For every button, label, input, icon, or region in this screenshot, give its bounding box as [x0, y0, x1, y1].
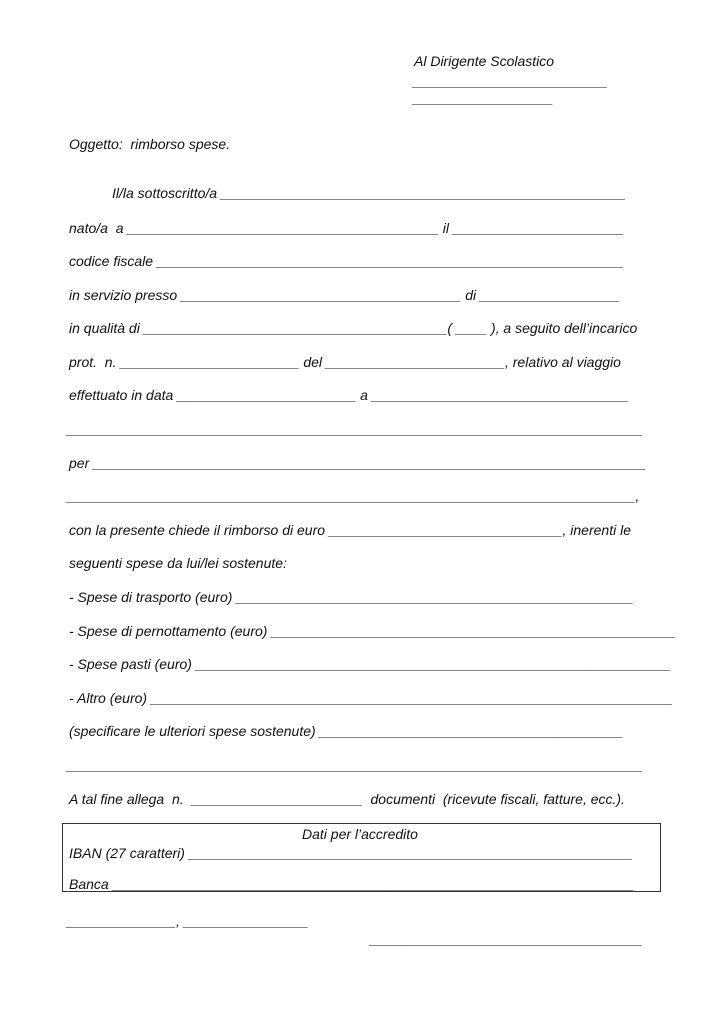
signature-line[interactable]: ___________________________________: [370, 931, 643, 947]
bank-line[interactable]: Banca ___________________________________________________________________: [69, 876, 635, 892]
specify-expenses-line[interactable]: (specificare le ulteriori spese sostenute) _______________________________________: [69, 723, 624, 739]
subject: Oggetto: rimborso spese.: [69, 136, 231, 152]
service-line[interactable]: in servizio presso ____________________________________ di __________________: [69, 287, 621, 303]
attachments-line[interactable]: A tal fine allega n. ______________________ documenti (ricevute fiscali, fatture, ecc.).: [69, 791, 625, 807]
blank-line-3[interactable]: __________________________________________________________________________: [67, 757, 644, 773]
purpose-line[interactable]: per _______________________________________________________________________: [69, 455, 646, 471]
protocol-line[interactable]: prot. n. _______________________ del _______________________, relativo al viaggio: [69, 354, 621, 370]
overnight-expense-line[interactable]: - Spese di pernottamento (euro) ____________________________________________________: [69, 623, 677, 639]
trip-date-line[interactable]: effettuato in data _______________________ a _________________________________: [69, 387, 629, 403]
credit-box-title: Dati per l’accredito: [302, 826, 418, 842]
blank-line-1[interactable]: __________________________________________________________________________: [67, 421, 644, 437]
recipient-title: Al Dirigente Scolastico: [414, 53, 555, 69]
transport-expense-line[interactable]: - Spese di trasporto (euro) ___________________________________________________: [69, 589, 634, 605]
recipient-line-2[interactable]: __________________: [413, 90, 554, 106]
other-expense-line[interactable]: - Altro (euro) ___________________________________________________________________: [69, 690, 673, 706]
iban-line[interactable]: IBAN (27 caratteri) _________________________________________________________: [69, 845, 633, 861]
fiscal-code-line[interactable]: codice fiscale ____________________________________________________________: [69, 253, 625, 269]
meals-expense-line[interactable]: - Spese pasti (euro) _____________________________________________________________: [69, 656, 671, 672]
undersigned-line[interactable]: Il/la sottoscritto/a ____________________________________________________: [112, 185, 626, 201]
blank-line-2[interactable]: _________________________________________________________________________,: [67, 488, 640, 504]
place-date-line[interactable]: ______________, ________________: [67, 913, 309, 929]
role-line[interactable]: in qualità di _______________________________________( ____ ), a seguito dell’incarico: [69, 320, 638, 336]
recipient-line-1[interactable]: _________________________: [413, 73, 608, 89]
expenses-intro: seguenti spese da lui/lei sostenute:: [69, 555, 287, 571]
reimbursement-request-line[interactable]: con la presente chiede il rimborso di euro ______________________________, inerenti le: [69, 522, 631, 538]
birth-line[interactable]: nato/a a ________________________________________ il ______________________: [69, 220, 625, 236]
